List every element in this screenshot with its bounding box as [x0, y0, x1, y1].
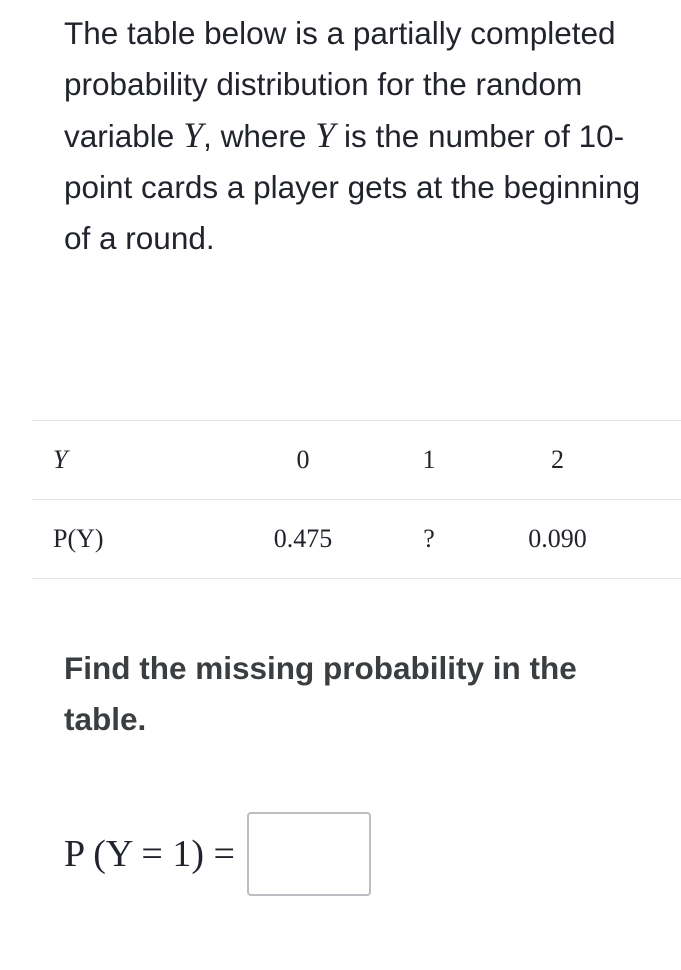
- question-prompt: Find the missing probability in the table.: [64, 650, 577, 737]
- table-cell: 2: [551, 445, 564, 474]
- table-cell: 0.475: [273, 524, 333, 553]
- table-row: [32, 421, 681, 500]
- table-cell: 0: [296, 445, 310, 474]
- table-cell: 1: [422, 445, 436, 474]
- distribution-table: [32, 420, 681, 579]
- table-row: [32, 500, 681, 579]
- question-intro: [64, 8, 664, 264]
- intro-text-2: , where: [203, 118, 316, 154]
- variable-y: Y: [183, 115, 204, 155]
- variable-y: Y: [315, 115, 336, 155]
- row-header-y: Y: [53, 445, 68, 474]
- table-cell-empty: [640, 421, 681, 500]
- table-cell-empty: [640, 500, 681, 579]
- row-header-py: P(Y): [53, 524, 104, 553]
- intro-text-3: is the number of 10-point cards a player gets at the beginning of a round.: [64, 118, 641, 256]
- intro-text-1: The table below is a partially completed probability distribution for the random variable: [64, 15, 616, 154]
- table-cell: ?: [423, 524, 435, 553]
- answer-row: [64, 810, 371, 898]
- table-cell: 0.090: [528, 524, 587, 553]
- answer-input[interactable]: [247, 812, 371, 896]
- answer-label: P (Y = 1) =: [64, 833, 235, 875]
